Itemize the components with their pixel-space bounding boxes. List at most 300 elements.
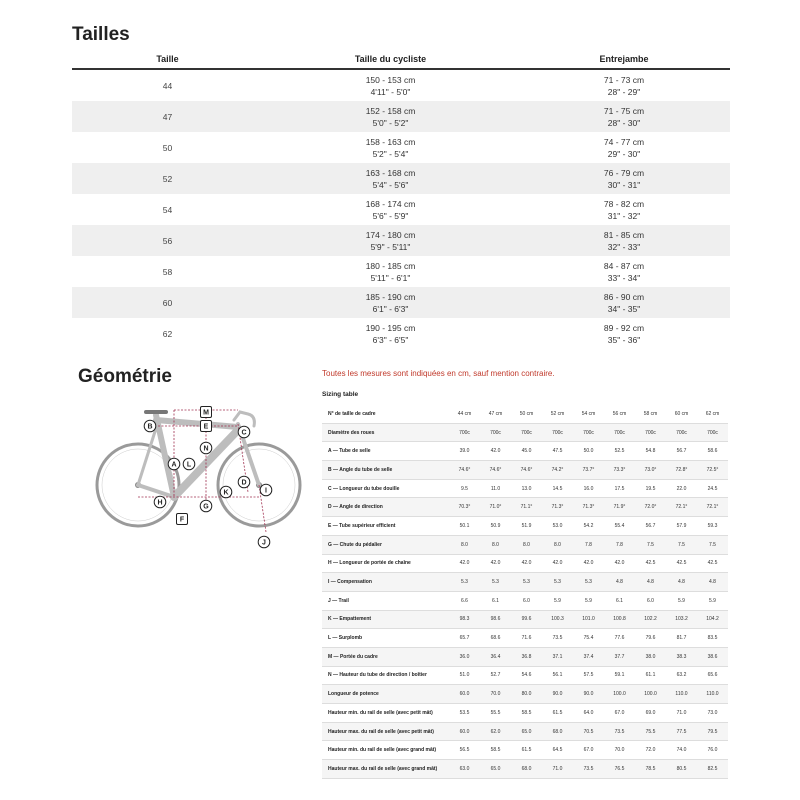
rider-height-in: 5'6" - 5'9" bbox=[372, 210, 409, 221]
measurement-note: Toutes les mesures sont indiquées en cm, sauf mention contraire. bbox=[322, 369, 555, 378]
geometry-label: C — Longueur du tube douille bbox=[322, 479, 449, 498]
geometry-value: 42.0 bbox=[573, 554, 604, 573]
geometry-label: I — Compensation bbox=[322, 573, 449, 592]
rider-height bbox=[263, 256, 518, 287]
geometry-value: 5.3 bbox=[542, 573, 573, 592]
geometry-value: 8.0 bbox=[480, 535, 511, 554]
diagram-marker-j bbox=[258, 536, 270, 548]
diagram-marker-l bbox=[183, 458, 195, 470]
diagram-letter: B bbox=[147, 423, 153, 431]
diagram-letter: E bbox=[203, 423, 209, 431]
inseam-cm: 81 - 85 cm bbox=[603, 229, 645, 240]
geometry-value: 700c bbox=[573, 423, 604, 442]
geometry-value: 51.9 bbox=[511, 517, 542, 536]
geometry-value: 8.0 bbox=[542, 535, 573, 554]
geometry-value: 54.2 bbox=[573, 517, 604, 536]
geometry-label: K — Empattement bbox=[322, 610, 449, 629]
size-value: 52 bbox=[72, 163, 263, 194]
geometry-value: 76.5 bbox=[604, 760, 635, 779]
geometry-value: 51.0 bbox=[449, 666, 480, 685]
diagram-marker-m bbox=[201, 407, 212, 418]
geometry-row bbox=[322, 741, 728, 760]
geometry-value: 72.5° bbox=[697, 461, 728, 480]
diagram-marker-k bbox=[220, 486, 232, 498]
geometry-value: 54.6 bbox=[511, 666, 542, 685]
sizes-title: Tailles bbox=[72, 24, 130, 45]
geometry-row bbox=[322, 442, 728, 461]
geometry-value: 6.1 bbox=[604, 591, 635, 610]
header-rider-height: Taille du cycliste bbox=[263, 50, 518, 69]
geometry-value: 56.5 bbox=[449, 741, 480, 760]
geometry-value: 73.5 bbox=[573, 760, 604, 779]
inseam-cm: 86 - 90 cm bbox=[603, 291, 645, 302]
geometry-value: 100.0 bbox=[604, 685, 635, 704]
geometry-value: 64.5 bbox=[542, 741, 573, 760]
geometry-label: A — Tube de selle bbox=[322, 442, 449, 461]
diagram-marker-e bbox=[201, 421, 212, 432]
rider-height-cm: 150 - 153 cm bbox=[365, 74, 416, 85]
geometry-value: 56 cm bbox=[604, 405, 635, 423]
geometry-value: 6.1 bbox=[480, 591, 511, 610]
geometry-label: E — Tube supérieur efficient bbox=[322, 517, 449, 536]
geometry-value: 37.1 bbox=[542, 647, 573, 666]
geometry-value: 71.3° bbox=[573, 498, 604, 517]
size-value: 47 bbox=[72, 101, 263, 132]
diagram-marker-h bbox=[154, 496, 166, 508]
geometry-value: 79.5 bbox=[697, 722, 728, 741]
geometry-label: N — Hauteur du tube de direction / boîtier bbox=[322, 666, 449, 685]
size-row bbox=[72, 69, 730, 101]
geometry-value: 42.0 bbox=[604, 554, 635, 573]
diagram-letter: A bbox=[171, 461, 177, 469]
geometry-value: 56.1 bbox=[542, 666, 573, 685]
geometry-value: 101.0 bbox=[573, 610, 604, 629]
rider-height-in: 5'0" - 5'2" bbox=[372, 117, 409, 128]
geometry-row bbox=[322, 535, 728, 554]
inseam-in: 28" - 30" bbox=[607, 117, 641, 128]
geometry-value: 72.0° bbox=[635, 498, 666, 517]
diagram-marker-d bbox=[238, 476, 250, 488]
geometry-row bbox=[322, 498, 728, 517]
diagram-letter: D bbox=[241, 479, 247, 487]
rider-height bbox=[263, 225, 518, 256]
geometry-label: N° de taille de cadre bbox=[322, 405, 449, 423]
geometry-row bbox=[322, 554, 728, 573]
geometry-value: 75.5 bbox=[635, 722, 666, 741]
rider-height-cm: 163 - 168 cm bbox=[365, 167, 416, 178]
diagram-letter: K bbox=[223, 489, 229, 497]
inseam-cm: 71 - 73 cm bbox=[603, 74, 645, 85]
geometry-value: 700c bbox=[697, 423, 728, 442]
diagram-letter: F bbox=[179, 516, 185, 524]
geometry-value: 42.5 bbox=[666, 554, 697, 573]
geometry-value: 73.0° bbox=[635, 461, 666, 480]
geometry-label: Hauteur max. du rail de selle (avec grand mât) bbox=[322, 760, 449, 779]
geometry-value: 42.5 bbox=[635, 554, 666, 573]
geometry-label: M — Portée du cadre bbox=[322, 647, 449, 666]
geometry-value: 52 cm bbox=[542, 405, 573, 423]
geometry-value: 74.6° bbox=[449, 461, 480, 480]
geometry-value: 5.9 bbox=[666, 591, 697, 610]
size-value: 50 bbox=[162, 142, 173, 153]
geometry-value: 47.5 bbox=[542, 442, 573, 461]
geometry-value: 5.3 bbox=[449, 573, 480, 592]
geometry-value: 7.5 bbox=[697, 535, 728, 554]
geometry-value: 7.5 bbox=[666, 535, 697, 554]
diagram-marker-i bbox=[260, 484, 272, 496]
geometry-value: 71.1° bbox=[511, 498, 542, 517]
geometry-row bbox=[322, 423, 728, 442]
inseam-in: 35" - 36" bbox=[607, 334, 641, 345]
geometry-value: 4.8 bbox=[697, 573, 728, 592]
geometry-value: 36.0 bbox=[449, 647, 480, 666]
geometry-value: 62.0 bbox=[480, 722, 511, 741]
rider-height-in: 4'11" - 5'0" bbox=[370, 86, 411, 97]
geometry-value: 71.3° bbox=[542, 498, 573, 517]
geometry-label: J — Trail bbox=[322, 591, 449, 610]
geometry-value: 104.2 bbox=[697, 610, 728, 629]
geometry-value: 50.1 bbox=[449, 517, 480, 536]
geometry-value: 72.1° bbox=[666, 498, 697, 517]
geometry-label: H — Longueur de portée de chaîne bbox=[322, 554, 449, 573]
geometry-value: 73.5 bbox=[604, 722, 635, 741]
geometry-value: 9.5 bbox=[449, 479, 480, 498]
rider-height bbox=[263, 69, 518, 101]
geometry-row bbox=[322, 647, 728, 666]
geometry-value: 70.0 bbox=[480, 685, 511, 704]
size-value: 60 bbox=[72, 287, 263, 318]
inseam-cm: 76 - 79 cm bbox=[603, 167, 645, 178]
geometry-value: 76.0 bbox=[697, 741, 728, 760]
geometry-value: 71.0 bbox=[666, 704, 697, 723]
inseam bbox=[518, 194, 730, 225]
geometry-value: 64.0 bbox=[573, 704, 604, 723]
geometry-value: 19.5 bbox=[635, 479, 666, 498]
geometry-value: 56.7 bbox=[635, 517, 666, 536]
rider-height bbox=[263, 318, 518, 349]
rider-height-in: 5'9" - 5'11" bbox=[370, 241, 411, 252]
inseam bbox=[518, 101, 730, 132]
geometry-value: 68.6 bbox=[480, 629, 511, 648]
geometry-value: 65.0 bbox=[511, 722, 542, 741]
geometry-value: 16.0 bbox=[573, 479, 604, 498]
rider-height bbox=[263, 287, 518, 318]
inseam bbox=[518, 287, 730, 318]
diagram-letter: I bbox=[265, 487, 267, 495]
geometry-value: 72.0 bbox=[635, 741, 666, 760]
geometry-value: 22.0 bbox=[666, 479, 697, 498]
geometry-value: 36.8 bbox=[511, 647, 542, 666]
inseam-cm: 71 - 75 cm bbox=[603, 105, 645, 116]
size-row bbox=[72, 256, 730, 287]
geometry-value: 700c bbox=[511, 423, 542, 442]
diagram-letter: L bbox=[186, 461, 192, 469]
size-row bbox=[72, 163, 730, 194]
geometry-value: 8.0 bbox=[449, 535, 480, 554]
geometry-value: 39.0 bbox=[449, 442, 480, 461]
geometry-value: 81.7 bbox=[666, 629, 697, 648]
geometry-label: B — Angle du tube de selle bbox=[322, 461, 449, 480]
size-row bbox=[72, 101, 730, 132]
geometry-value: 77.6 bbox=[604, 629, 635, 648]
size-row bbox=[72, 194, 730, 225]
geometry-row bbox=[322, 591, 728, 610]
rider-height bbox=[263, 101, 518, 132]
geometry-value: 52.5 bbox=[604, 442, 635, 461]
geometry-value: 75.4 bbox=[573, 629, 604, 648]
geometry-value: 90.0 bbox=[542, 685, 573, 704]
diagram-letter: G bbox=[203, 503, 209, 511]
geometry-value: 100.0 bbox=[635, 685, 666, 704]
geometry-value: 77.5 bbox=[666, 722, 697, 741]
geometry-row bbox=[322, 722, 728, 741]
geometry-row bbox=[322, 479, 728, 498]
geometry-value: 54 cm bbox=[573, 405, 604, 423]
geometry-value: 53.5 bbox=[449, 704, 480, 723]
geometry-value: 65.7 bbox=[449, 629, 480, 648]
geometry-value: 42.0 bbox=[480, 442, 511, 461]
geometry-value: 71.0° bbox=[480, 498, 511, 517]
geometry-label: L — Surplomb bbox=[322, 629, 449, 648]
geometry-label: Longueur de potence bbox=[322, 685, 449, 704]
size-row bbox=[72, 225, 730, 256]
size-value: 54 bbox=[162, 204, 173, 215]
geometry-value: 60.0 bbox=[449, 722, 480, 741]
diagram-letter: H bbox=[157, 499, 163, 507]
geometry-row bbox=[322, 760, 728, 779]
inseam bbox=[518, 163, 730, 194]
geometry-value: 71.0 bbox=[542, 760, 573, 779]
geometry-label: D — Angle de direction bbox=[322, 498, 449, 517]
geometry-value: 68.0 bbox=[511, 760, 542, 779]
rider-height-cm: 158 - 163 cm bbox=[365, 136, 416, 147]
geometry-value: 5.9 bbox=[542, 591, 573, 610]
rider-height bbox=[263, 194, 518, 225]
geometry-value: 90.0 bbox=[573, 685, 604, 704]
geometry-value: 37.7 bbox=[604, 647, 635, 666]
geometry-value: 6.6 bbox=[449, 591, 480, 610]
geometry-title: Géométrie bbox=[78, 366, 172, 387]
diagram-marker-g bbox=[200, 500, 212, 512]
geometry-value: 11.0 bbox=[480, 479, 511, 498]
geometry-value: 74.2° bbox=[542, 461, 573, 480]
geometry-row bbox=[322, 461, 728, 480]
geometry-value: 700c bbox=[666, 423, 697, 442]
diagram-letter: J bbox=[262, 539, 266, 547]
geometry-value: 6.0 bbox=[635, 591, 666, 610]
diagram-letter: C bbox=[241, 429, 247, 437]
geometry-value: 38.0 bbox=[635, 647, 666, 666]
geometry-value: 65.0 bbox=[480, 760, 511, 779]
geometry-value: 50 cm bbox=[511, 405, 542, 423]
diagram-marker-f bbox=[177, 514, 188, 525]
geometry-value: 71.9° bbox=[604, 498, 635, 517]
geometry-value: 110.0 bbox=[666, 685, 697, 704]
inseam-in: 29" - 30" bbox=[607, 148, 641, 159]
inseam-in: 34" - 35" bbox=[607, 303, 641, 314]
geometry-value: 50.9 bbox=[480, 517, 511, 536]
inseam-in: 32" - 33" bbox=[607, 241, 641, 252]
geometry-value: 58.6 bbox=[697, 442, 728, 461]
geometry-value: 13.0 bbox=[511, 479, 542, 498]
geometry-value: 100.8 bbox=[604, 610, 635, 629]
geometry-value: 38.6 bbox=[697, 647, 728, 666]
geometry-value: 73.0 bbox=[697, 704, 728, 723]
size-value: 58 bbox=[162, 266, 173, 277]
geometry-value: 59.1 bbox=[604, 666, 635, 685]
geometry-value: 700c bbox=[449, 423, 480, 442]
geometry-value: 4.8 bbox=[604, 573, 635, 592]
geometry-value: 47 cm bbox=[480, 405, 511, 423]
inseam-cm: 74 - 77 cm bbox=[603, 136, 645, 147]
geometry-value: 42.0 bbox=[542, 554, 573, 573]
inseam bbox=[518, 132, 730, 163]
size-row bbox=[72, 132, 730, 163]
geometry-value: 68.0 bbox=[542, 722, 573, 741]
geometry-row bbox=[322, 666, 728, 685]
geometry-value: 60.0 bbox=[449, 685, 480, 704]
geometry-row bbox=[322, 629, 728, 648]
geometry-value: 60 cm bbox=[666, 405, 697, 423]
geometry-value: 5.3 bbox=[511, 573, 542, 592]
rider-height-cm: 168 - 174 cm bbox=[365, 198, 416, 209]
geometry-value: 70.5 bbox=[573, 722, 604, 741]
geometry-value: 58.5 bbox=[511, 704, 542, 723]
geometry-value: 55.4 bbox=[604, 517, 635, 536]
geometry-value: 98.3 bbox=[449, 610, 480, 629]
geometry-value: 103.2 bbox=[666, 610, 697, 629]
geometry-value: 42.0 bbox=[480, 554, 511, 573]
geometry-value: 74.6° bbox=[480, 461, 511, 480]
geometry-value: 53.0 bbox=[542, 517, 573, 536]
geometry-value: 71.6 bbox=[511, 629, 542, 648]
geometry-value: 83.5 bbox=[697, 629, 728, 648]
size-value: 44 bbox=[162, 80, 173, 91]
geometry-value: 80.5 bbox=[666, 760, 697, 779]
rider-height-cm: 152 - 158 cm bbox=[365, 105, 416, 116]
geometry-value: 7.8 bbox=[573, 535, 604, 554]
geometry-value: 5.3 bbox=[573, 573, 604, 592]
geometry-value: 98.6 bbox=[480, 610, 511, 629]
geometry-label: Hauteur min. du rail de selle (avec grand mât) bbox=[322, 741, 449, 760]
geometry-value: 57.9 bbox=[666, 517, 697, 536]
size-row bbox=[72, 287, 730, 318]
geometry-value: 63.0 bbox=[449, 760, 480, 779]
inseam bbox=[518, 225, 730, 256]
header-size: Taille bbox=[72, 50, 263, 69]
geometry-value: 7.8 bbox=[604, 535, 635, 554]
geometry-value: 700c bbox=[542, 423, 573, 442]
diagram-letter: N bbox=[203, 445, 209, 453]
rider-height-cm: 174 - 180 cm bbox=[365, 229, 416, 240]
geometry-value: 65.6 bbox=[697, 666, 728, 685]
geometry-value: 61.1 bbox=[635, 666, 666, 685]
header-inseam: Entrejambe bbox=[518, 50, 730, 69]
geometry-value: 102.2 bbox=[635, 610, 666, 629]
geometry-value: 80.0 bbox=[511, 685, 542, 704]
geometry-value: 700c bbox=[604, 423, 635, 442]
geometry-table bbox=[322, 405, 728, 779]
geometry-value: 44 cm bbox=[449, 405, 480, 423]
geometry-value: 700c bbox=[635, 423, 666, 442]
geometry-value: 73.3° bbox=[604, 461, 635, 480]
inseam bbox=[518, 256, 730, 287]
geometry-value: 70.0 bbox=[604, 741, 635, 760]
geometry-value: 55.5 bbox=[480, 704, 511, 723]
geometry-value: 69.0 bbox=[635, 704, 666, 723]
geometry-value: 5.9 bbox=[697, 591, 728, 610]
geometry-label: Hauteur min. du rail de selle (avec petit mât) bbox=[322, 704, 449, 723]
geometry-value: 62 cm bbox=[697, 405, 728, 423]
sizing-table-title: Sizing table bbox=[322, 391, 359, 398]
geometry-value: 37.4 bbox=[573, 647, 604, 666]
geometry-value: 36.4 bbox=[480, 647, 511, 666]
inseam-in: 28" - 29" bbox=[607, 86, 641, 97]
geometry-value: 79.6 bbox=[635, 629, 666, 648]
geometry-value: 58 cm bbox=[635, 405, 666, 423]
geometry-value: 67.0 bbox=[604, 704, 635, 723]
rider-height-in: 5'2" - 5'4" bbox=[372, 148, 409, 159]
geometry-value: 61.5 bbox=[542, 704, 573, 723]
geometry-value: 70.3° bbox=[449, 498, 480, 517]
geometry-value: 14.5 bbox=[542, 479, 573, 498]
geometry-value: 78.5 bbox=[635, 760, 666, 779]
diagram-marker-b bbox=[144, 420, 156, 432]
geometry-value: 74.0 bbox=[666, 741, 697, 760]
geometry-value: 57.5 bbox=[573, 666, 604, 685]
geometry-value: 58.5 bbox=[480, 741, 511, 760]
geometry-label: Hauteur max. du rail de selle (avec petit mât) bbox=[322, 722, 449, 741]
geometry-row bbox=[322, 573, 728, 592]
sizes-header-row bbox=[72, 50, 730, 69]
geometry-value: 4.8 bbox=[635, 573, 666, 592]
inseam bbox=[518, 69, 730, 101]
diagram-letter: M bbox=[203, 409, 209, 417]
geometry-value: 73.7° bbox=[573, 461, 604, 480]
inseam-in: 33" - 34" bbox=[607, 272, 641, 283]
rider-height-in: 6'3" - 6'5" bbox=[372, 334, 409, 345]
size-value: 62 bbox=[162, 328, 173, 339]
geometry-value: 42.5 bbox=[697, 554, 728, 573]
geometry-value: 50.0 bbox=[573, 442, 604, 461]
geometry-value: 74.6° bbox=[511, 461, 542, 480]
geometry-value: 24.5 bbox=[697, 479, 728, 498]
geometry-value: 52.7 bbox=[480, 666, 511, 685]
diagram-marker-c bbox=[238, 426, 250, 438]
geometry-value: 700c bbox=[480, 423, 511, 442]
geometry-label: G — Chute du pédalier bbox=[322, 535, 449, 554]
geometry-value: 42.0 bbox=[449, 554, 480, 573]
geometry-value: 17.5 bbox=[604, 479, 635, 498]
geometry-value: 110.0 bbox=[697, 685, 728, 704]
size-value: 56 bbox=[72, 225, 263, 256]
geometry-value: 82.5 bbox=[697, 760, 728, 779]
geometry-value: 4.8 bbox=[666, 573, 697, 592]
geometry-row bbox=[322, 704, 728, 723]
rider-height-in: 5'11" - 6'1" bbox=[370, 272, 411, 283]
geometry-value: 59.3 bbox=[697, 517, 728, 536]
diagram-marker-n bbox=[200, 442, 212, 454]
inseam-in: 30" - 31" bbox=[607, 179, 641, 190]
geometry-value: 99.6 bbox=[511, 610, 542, 629]
diagram-marker-a bbox=[168, 458, 180, 470]
rider-height-cm: 190 - 195 cm bbox=[365, 322, 416, 333]
inseam-cm: 89 - 92 cm bbox=[603, 322, 645, 333]
geometry-value: 42.0 bbox=[511, 554, 542, 573]
rider-height bbox=[263, 163, 518, 194]
geometry-value: 67.0 bbox=[573, 741, 604, 760]
geometry-value: 6.0 bbox=[511, 591, 542, 610]
